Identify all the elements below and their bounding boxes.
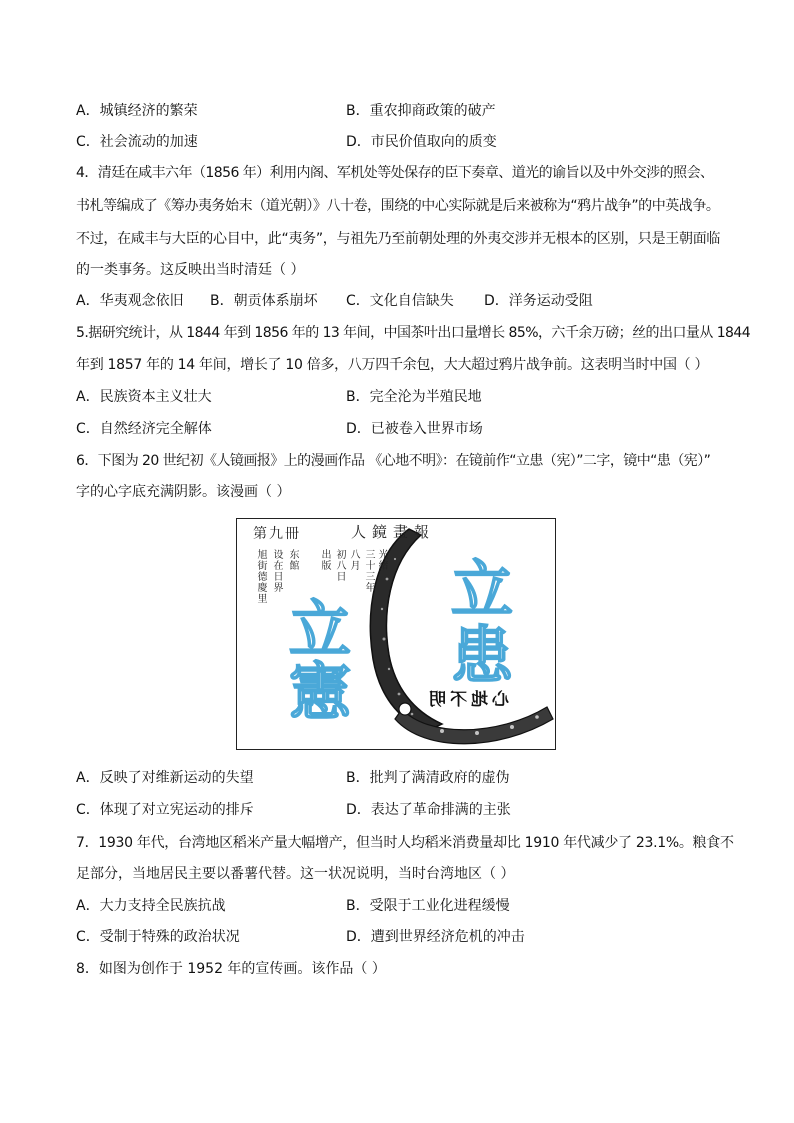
cartoon-date-col4: 初八日 <box>334 549 345 582</box>
q3-option-c: C．社会流动的加速 <box>76 134 198 150</box>
q7-stem-line2: 足部分，当地居民主要以番薯代替。这一状况说明，当时台湾地区（ ） <box>76 866 515 882</box>
q3-option-d: D．市民价值取向的质变 <box>346 134 497 150</box>
q6-stem-line2: 字的心字底充满阴影。该漫画（ ） <box>76 484 291 500</box>
q4-option-a: A．华夷观念依旧 <box>76 293 184 309</box>
q7-option-c: C．受制于特殊的政治状况 <box>76 929 240 945</box>
q7-stem-line1: 7．1930 年代，台湾地区稻米产量大幅增产，但当时人均稻米消费量却比 1910 年代减少了 23.1%。粮食不 <box>76 835 734 851</box>
q5-option-d: D．已被卷入世界市场 <box>346 421 483 437</box>
cartoon-date-col5: 出版 <box>319 549 330 571</box>
q7-option-b: B．受限于工业化进程缓慢 <box>346 898 510 914</box>
q4-stem-line4: 的一类事务。这反映出当时清廷（ ） <box>76 262 305 278</box>
q6-option-d: D．表达了革命排满的主张 <box>346 802 511 818</box>
q6-option-b: B．批判了满清政府的虚伪 <box>346 770 510 786</box>
cartoon-mirror-char2: 患 <box>451 619 514 692</box>
cartoon-addr-col3: 旭街德慶里 <box>255 549 266 604</box>
q4-option-c: C．文化自信缺失 <box>346 293 454 309</box>
q5-option-b: B．完全沦为半殖民地 <box>346 389 482 405</box>
cartoon-addr-col1: 东館 <box>287 549 298 571</box>
cartoon-date-col2: 三十三年 <box>363 549 374 593</box>
q6-option-a: A．反映了对维新运动的失望 <box>76 770 254 786</box>
cartoon-date-col3: 八月 <box>348 549 359 571</box>
q5-option-a: A．民族资本主义壮大 <box>76 389 212 405</box>
q7-option-a: A．大力支持全民族抗战 <box>76 898 226 914</box>
q5-stem-line1: 5.据研究统计，从 1844 年到 1856 年的 13 年间，中国茶叶出口量增长 85%，六千余万磅；丝的出口量从 1844 <box>76 325 751 341</box>
q3-option-a: A．城镇经济的繁荣 <box>76 103 198 119</box>
cartoon-front-char1: 立 <box>289 593 352 666</box>
cartoon-addr-col2: 设在日界 <box>271 549 282 593</box>
q6-stem-line1: 6．下图为 20 世纪初《人镜画报》上的漫画作品 《心地不明》：在镜前作“立患（宪）”二字，镜中“患（宪）” <box>76 453 711 469</box>
q6-option-c: C．体现了对立宪运动的排斥 <box>76 802 254 818</box>
q4-stem-line3: 不过，在咸丰与大臣的心目中，此“夷务”，与祖先乃至前朝处理的外夷交涉并无根本的区别，只是王朝面临 <box>76 231 721 247</box>
q8-stem-line1: 8．如图为创作于 1952 年的宣传画。该作品（ ） <box>76 961 386 977</box>
q7-option-d: D．遭到世界经济危机的冲击 <box>346 929 525 945</box>
q4-stem-line1: 4．清廷在咸丰六年（1856 年）利用内阁、军机处等处保存的臣下奏章、道光的谕旨以及中外交涉的照会、 <box>76 165 714 181</box>
cartoon-title: 人鏡畫報 <box>351 523 436 541</box>
cartoon-front-char2: 憲 <box>289 655 352 728</box>
q4-option-b: B．朝贡体系崩坏 <box>210 293 318 309</box>
cartoon-caption: 心地不明 <box>425 690 509 710</box>
cartoon-date-col1: 光緒 <box>376 549 387 571</box>
cartoon-issue: 第九冊 <box>253 526 301 542</box>
q5-stem-line2: 年到 1857 年的 14 年间，增长了 10 倍多，八万四千余包，大大超过鸦片战争前。这表明当时中国（ ） <box>76 357 709 373</box>
q5-option-c: C．自然经济完全解体 <box>76 421 212 437</box>
q4-stem-line2: 书札等编成了《筹办夷务始末（道光朝）》八十卷，围绕的中心实际就是后来被称为“鸦片战争”的中英战争。 <box>76 198 720 214</box>
q4-option-d: D．洋务运动受阻 <box>484 293 593 309</box>
cartoon-image <box>236 518 556 750</box>
cartoon-mirror-char1: 立 <box>451 553 514 626</box>
q3-option-b: B．重农抑商政策的破产 <box>346 103 496 119</box>
